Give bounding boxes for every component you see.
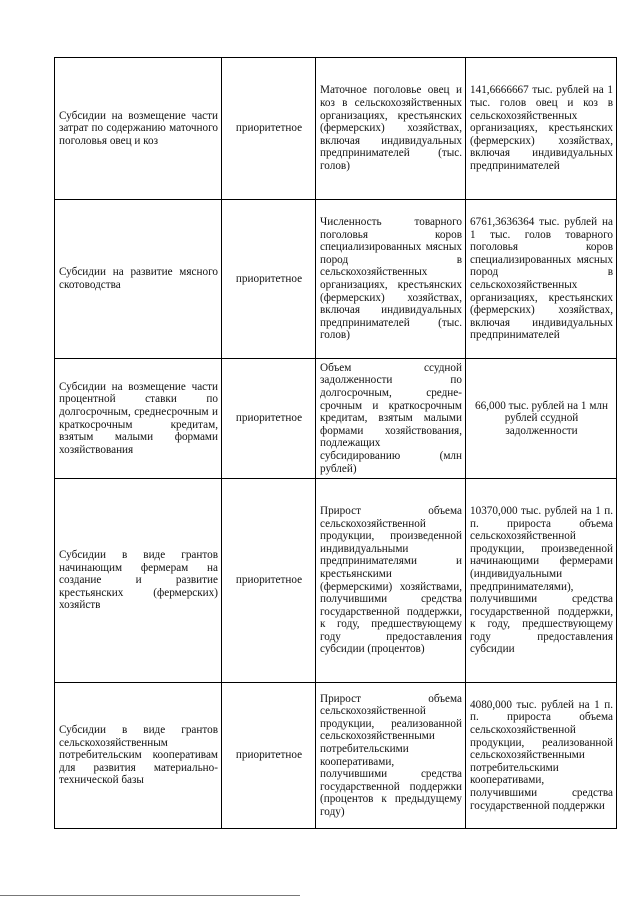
rate-cell: 6761,3636364 тыс. рублей на 1 тыс. голов товарного поголовья коров специализированных мясных пород в сельскохозяйственных организациях, крестьянских (фермерских) хозяйствах, включая индивидуальных предпринимателей: [466, 200, 617, 359]
rate-cell: 66,000 тыс. рублей на 1 млн рублей ссудной задолженности: [466, 359, 617, 479]
subsidy-name-cell: Субсидии на развитие мясного скотоводства: [55, 200, 222, 359]
subsidy-table: [54, 57, 617, 829]
table-row: [55, 58, 617, 200]
indicator-cell: Численность товарного поголовья коров специализированных мясных пород в сельскохозяйственных организациях, крестьянских (фермерских) хозяйствах, включая индивидуальных предпринимателей (тыс. голов): [316, 200, 466, 359]
table-row: [55, 479, 617, 683]
scan-edge-divider: [0, 895, 300, 896]
subsidy-name-cell: Субсидии на возмещение части процентной ставки по долгосрочным, среднесрочным и краткосрочным кредитам, взятым малыми формами хозяйствования: [55, 359, 222, 479]
table-row: [55, 359, 617, 479]
priority-status-cell: приоритетное: [222, 200, 316, 359]
table-row: [55, 200, 617, 359]
indicator-cell: Прирост объема сельскохозяйственной продукции, произведенной индивидуальными предпринимателями и крестьянскими (фермерскими) хозяйствами, получившими средства государственной поддержки, к году, предшествующему году предоставления субсидии (процентов): [316, 479, 466, 683]
priority-status-cell: приоритетное: [222, 479, 316, 683]
rate-cell: 4080,000 тыс. рублей на 1 п. п. прироста объема сельскохозяйственной продукции, реализованной сельскохозяйственными потребительскими кооперативами, получившими средства государственной поддержки: [466, 683, 617, 829]
priority-status-cell: приоритетное: [222, 359, 316, 479]
indicator-cell: Прирост объема сельскохозяйственной продукции, реализованной сельскохозяйственными потребительскими кооперативами, получившими средства государственной поддержки (процентов к предыдущему году): [316, 683, 466, 829]
subsidy-name-cell: Субсидии в виде грантов начинающим фермерам на создание и развитие крестьянских (фермерских) хозяйств: [55, 479, 222, 683]
subsidy-name-cell: Субсидии на возмещение части затрат по содержанию маточного поголовья овец и коз: [55, 58, 222, 200]
rate-cell: 141,6666667 тыс. рублей на 1 тыс. голов овец и коз в сельскохозяйственных организациях, крестьянских (фермерских) хозяйствах, включая индивидуальных предпринимателей: [466, 58, 617, 200]
indicator-cell: Маточное поголовье овец и коз в сельскохозяйственных организациях, крестьянских (фермерских) хозяйствах, включая индивидуальных предпринимателей (тыс. голов): [316, 58, 466, 200]
table-row: [55, 683, 617, 829]
indicator-cell: Объем ссудной задолженности по долгосрочным, средне-срочным и краткосрочным кредитам, взятым малыми формами хозяйствования, подлежащих субсидированию (млн рублей): [316, 359, 466, 479]
subsidy-name-cell: Субсидии в виде грантов сельскохозяйственным потребительским кооперативам для развития материально-технической базы: [55, 683, 222, 829]
priority-status-cell: приоритетное: [222, 683, 316, 829]
priority-status-cell: приоритетное: [222, 58, 316, 200]
rate-cell: 10370,000 тыс. рублей на 1 п. п. прироста объема сельскохозяйственной продукции, произведенной начинающими фермерами (индивидуальными предпринимателями), получившими средства государственной поддержки, к году, предшествующему году предоставления субсидии: [466, 479, 617, 683]
